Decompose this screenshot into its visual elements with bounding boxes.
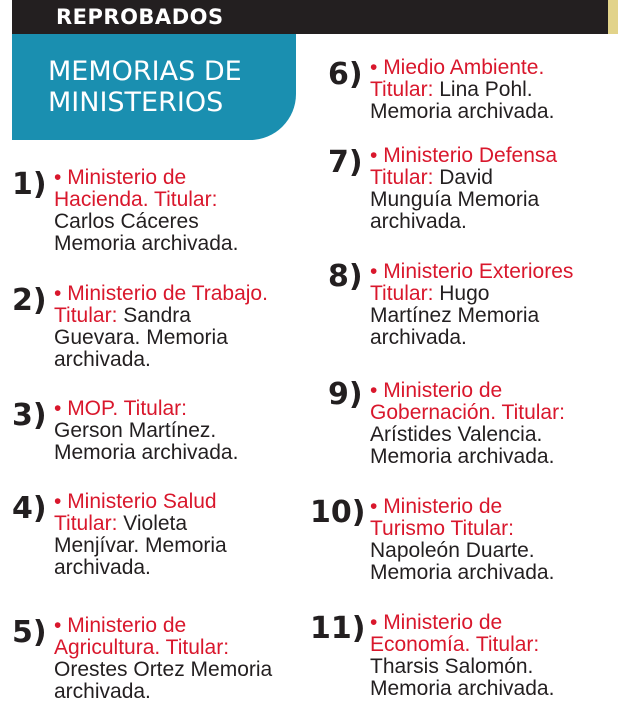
entry-number: 9) xyxy=(328,377,363,412)
entry-line xyxy=(370,612,620,634)
entry-line xyxy=(54,305,304,327)
entry-line xyxy=(54,557,304,579)
entry-line xyxy=(370,145,620,167)
entry-text xyxy=(370,145,620,233)
ministry-label: Turismo Titular: xyxy=(370,517,514,540)
ministry-label: Economía. Titular: xyxy=(370,633,540,656)
entry-line xyxy=(370,305,620,327)
ministry-label: Ministerio de xyxy=(383,379,503,402)
entry-line xyxy=(370,540,620,562)
entry-detail: Memoria archivada. xyxy=(370,677,555,700)
entry-line xyxy=(370,211,620,233)
entry-line xyxy=(54,615,304,637)
entry-detail: Guevara. Memoria xyxy=(54,326,228,349)
entry-line xyxy=(54,659,304,681)
entry-line xyxy=(54,327,304,349)
bullet-icon: • xyxy=(54,490,68,513)
bullet-icon: • xyxy=(370,56,384,79)
ministry-label: Titular: xyxy=(370,282,434,305)
entry-line xyxy=(54,189,304,211)
entry-detail: archivada. xyxy=(54,348,151,371)
banner-title-line-2: MINISTERIOS xyxy=(48,87,224,118)
section-header-label: REPROBADOS xyxy=(56,5,224,29)
entry-line xyxy=(370,656,620,678)
entry-line xyxy=(370,496,620,518)
ministry-label: Titular: xyxy=(54,512,118,535)
ministry-label: Agricultura. Titular: xyxy=(54,636,230,659)
entry-detail: Tharsis Salomón. xyxy=(370,655,534,678)
entry-detail: Memoria archivada. xyxy=(370,445,555,468)
entry-number: 3) xyxy=(12,398,47,433)
entry-detail: archivada. xyxy=(370,210,467,233)
ministry-label: Ministerio de xyxy=(67,166,187,189)
ministry-label: MOP. Titular: xyxy=(67,397,188,420)
section-header-bar xyxy=(12,0,615,34)
entry-text xyxy=(370,496,620,584)
bullet-icon: • xyxy=(54,282,68,305)
entry-line xyxy=(54,398,304,420)
entry-line xyxy=(370,327,620,349)
entry-line xyxy=(370,562,620,584)
entry-text xyxy=(54,615,304,703)
entry-detail: archivada. xyxy=(54,680,151,703)
entry-number: 4) xyxy=(12,491,47,526)
entry-detail: Gerson Martínez. xyxy=(54,419,217,442)
entry-number: 8) xyxy=(328,259,363,294)
entry-line xyxy=(54,167,304,189)
entry-number: 11) xyxy=(310,611,366,646)
entry-line xyxy=(370,167,620,189)
entry-text xyxy=(370,261,620,349)
entry-line xyxy=(370,424,620,446)
bullet-icon: • xyxy=(370,260,384,283)
header-edge-strip xyxy=(608,0,618,34)
entry-line xyxy=(54,442,304,464)
entry-detail: Hugo xyxy=(433,282,490,305)
entry-line xyxy=(370,261,620,283)
entry-number: 6) xyxy=(328,57,363,92)
ministry-label: Titular: xyxy=(370,166,434,189)
entry-line xyxy=(54,491,304,513)
entry-line xyxy=(370,57,620,79)
entry-line xyxy=(370,189,620,211)
entry-line xyxy=(54,681,304,703)
entry-text xyxy=(54,398,304,464)
entry-line xyxy=(370,518,620,540)
entry-detail: Violeta xyxy=(117,512,188,535)
ministry-label: Ministerio de xyxy=(383,611,503,634)
ministry-label: Miedio Ambiente. xyxy=(383,56,545,79)
entry-detail: Arístides Valencia. xyxy=(370,423,543,446)
bullet-icon: • xyxy=(54,166,68,189)
entry-text xyxy=(370,380,620,468)
entry-text xyxy=(54,283,304,371)
entry-number: 7) xyxy=(328,145,363,180)
entry-line xyxy=(370,79,620,101)
entry-number: 5) xyxy=(12,615,47,650)
entry-line xyxy=(54,637,304,659)
entry-line xyxy=(54,283,304,305)
banner-title-line-1: MEMORIAS DE xyxy=(48,56,242,87)
entry-text xyxy=(370,57,620,123)
bullet-icon: • xyxy=(54,397,68,420)
entry-line xyxy=(54,535,304,557)
ministry-label: Ministerio Exteriores xyxy=(383,260,574,283)
entry-detail: Sandra xyxy=(117,304,191,327)
entry-detail: Memoria archivada. xyxy=(54,441,239,464)
ministry-label: Titular: xyxy=(54,304,118,327)
ministry-label: Titular: xyxy=(370,78,434,101)
entry-line xyxy=(54,211,304,233)
entry-line xyxy=(54,233,304,255)
entry-text xyxy=(370,612,620,700)
title-banner xyxy=(12,34,296,140)
entry-line xyxy=(370,101,620,123)
entry-detail: Napoleón Duarte. xyxy=(370,539,535,562)
entry-line xyxy=(370,446,620,468)
entry-line xyxy=(54,349,304,371)
entry-line xyxy=(370,402,620,424)
ministry-label: Ministerio Salud xyxy=(67,490,217,513)
entry-text xyxy=(54,167,304,255)
entry-number: 1) xyxy=(12,167,47,202)
entry-detail: archivada. xyxy=(370,326,467,349)
entry-detail: Lina Pohl. xyxy=(433,78,533,101)
ministry-label: Ministerio de xyxy=(67,614,187,637)
entry-line xyxy=(54,420,304,442)
bullet-icon: • xyxy=(370,611,384,634)
entry-detail: Martínez Memoria xyxy=(370,304,540,327)
ministry-label: Gobernación. Titular: xyxy=(370,401,565,424)
entry-line xyxy=(370,380,620,402)
entry-detail: Munguía Memoria xyxy=(370,188,540,211)
entry-detail: David xyxy=(433,166,493,189)
entry-line xyxy=(54,513,304,535)
entry-detail: Menjívar. Memoria xyxy=(54,534,227,557)
entry-line xyxy=(370,283,620,305)
entry-line xyxy=(370,634,620,656)
entry-detail: Memoria archivada. xyxy=(54,232,239,255)
ministry-label: Ministerio de xyxy=(383,495,503,518)
entry-number: 10) xyxy=(310,495,366,530)
entry-line xyxy=(370,678,620,700)
ministry-label: Hacienda. Titular: xyxy=(54,188,218,211)
ministry-label: Ministerio Defensa xyxy=(383,144,558,167)
entry-detail: archivada. xyxy=(54,556,151,579)
bullet-icon: • xyxy=(370,144,384,167)
entry-number: 2) xyxy=(12,283,47,318)
ministry-label: Ministerio de Trabajo. xyxy=(67,282,268,305)
entry-detail: Memoria archivada. xyxy=(370,561,555,584)
entry-detail: Carlos Cáceres xyxy=(54,210,199,233)
bullet-icon: • xyxy=(54,614,68,637)
bullet-icon: • xyxy=(370,379,384,402)
bullet-icon: • xyxy=(370,495,384,518)
entry-text xyxy=(54,491,304,579)
entry-detail: Memoria archivada. xyxy=(370,100,555,123)
entry-detail: Orestes Ortez Memoria xyxy=(54,658,273,681)
